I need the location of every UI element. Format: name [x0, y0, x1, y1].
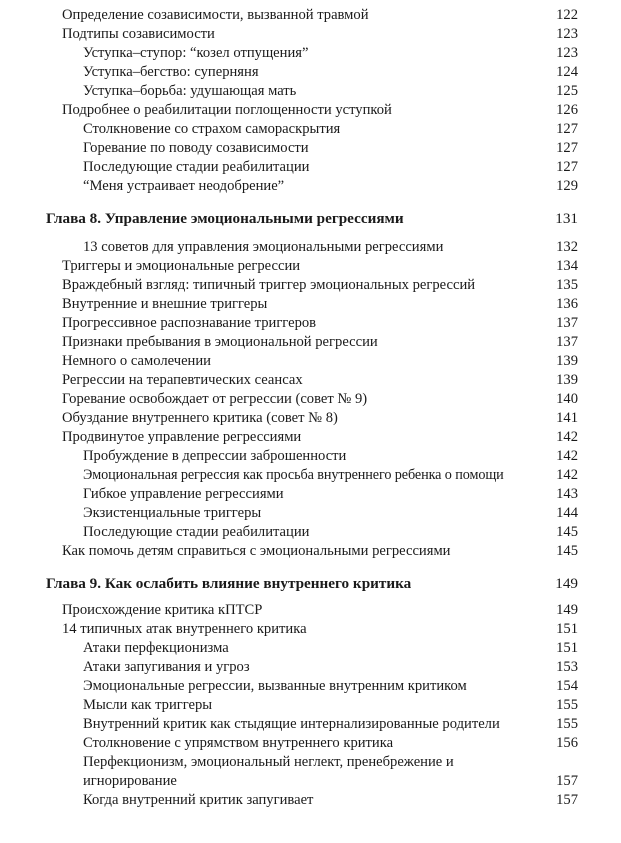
toc-entry-page: 137: [556, 315, 578, 331]
chapter-title: Глава 9. Как ослабить влияние внутреннего критика: [46, 575, 412, 592]
toc-entry-page: 135: [556, 277, 578, 293]
toc-entry-title: Внутренний критик как стыдящие интернализированные родители: [83, 716, 500, 732]
toc-entry-page: 127: [556, 121, 578, 137]
toc-entry-page: 143: [556, 486, 578, 502]
toc-entry-page: 157: [556, 773, 578, 789]
toc-entry-page: 154: [556, 678, 578, 694]
chapter-page: 149: [555, 575, 578, 592]
toc-entry-title: Как помочь детям справиться с эмоциональными регрессиями: [62, 543, 451, 559]
toc-entry-title: 13 советов для управления эмоциональными регрессиями: [83, 239, 444, 255]
toc-entry-title: Пробуждение в депрессии заброшенности: [83, 448, 347, 464]
toc-entry: [0, 753, 621, 791]
toc-entry-title: Экзистенциальные триггеры: [83, 505, 262, 521]
toc-entry-title: Эмоциональные регрессии, вызванные внутренним критиком: [83, 678, 467, 694]
toc-entry-title: Гибкое управление регрессиями: [83, 486, 284, 502]
toc-entry-page: 149: [556, 602, 578, 618]
toc-entry-title: Продвинутое управление регрессиями: [62, 429, 302, 445]
toc-entry-title: Враждебный взгляд: типичный триггер эмоциональных регрессий: [62, 277, 476, 293]
toc-entry-page: 157: [556, 792, 578, 808]
toc-entry-page: 155: [556, 716, 578, 732]
toc-entry-page: 142: [556, 467, 578, 483]
toc-entry-page: 134: [556, 258, 578, 274]
toc-entry-title: Внутренние и внешние триггеры: [62, 296, 268, 312]
toc-entry-title: “Меня устраивает неодобрение”: [83, 178, 285, 194]
toc-entry-title: Признаки пребывания в эмоциональной регрессии: [62, 334, 378, 350]
toc-entry-page: 125: [556, 83, 578, 99]
toc-entry-title: Столкновение с упрямством внутреннего критика: [83, 735, 394, 751]
toc-entry-title: Уступка–бегство: суперняня: [83, 64, 259, 80]
toc-entry-page: 139: [556, 353, 578, 369]
toc-entry-title: Атаки запугивания и угроз: [83, 659, 250, 675]
toc-entry-title: Столкновение со страхом самораскрытия: [83, 121, 341, 137]
toc-entry-page: 129: [556, 178, 578, 194]
toc-entry-page: 144: [556, 505, 578, 521]
toc-entry-title: Происхождение критика кПТСР: [62, 602, 263, 618]
toc-entry-title: Перфекционизм, эмоциональный неглект, пренебрежение и игнорирование: [83, 754, 454, 789]
toc-entry-page: 156: [556, 735, 578, 751]
toc-entry-page: 145: [556, 524, 578, 540]
toc-entry-title: Регрессии на терапевтических сеансах: [62, 372, 303, 388]
toc-entry-page: 139: [556, 372, 578, 388]
toc-entry-title: Триггеры и эмоциональные регрессии: [62, 258, 301, 274]
toc-entry-page: 122: [556, 7, 578, 23]
toc-entry-page: 142: [556, 429, 578, 445]
toc-entry-page: 140: [556, 391, 578, 407]
toc-entry-title: Определение созависимости, вызванной травмой: [62, 7, 369, 23]
toc-entry-page: 126: [556, 102, 578, 118]
toc-entry-title: Подробнее о реабилитации поглощенности уступкой: [62, 102, 392, 118]
toc-entry-page: 127: [556, 140, 578, 156]
toc-entry-page: 151: [556, 640, 578, 656]
toc-entry-title: Последующие стадии реабилитации: [83, 159, 310, 175]
toc-entry-page: 127: [556, 159, 578, 175]
toc-entry-title: Последующие стадии реабилитации: [83, 524, 310, 540]
toc-entry-title: Прогрессивное распознавание триггеров: [62, 315, 317, 331]
toc-entry-title: Обуздание внутреннего критика (совет № 8): [62, 410, 338, 426]
toc-entry-page: 136: [556, 296, 578, 312]
toc-entry-title: Уступка–ступор: “козел отпущения”: [83, 45, 309, 61]
toc-entry-page: 132: [556, 239, 578, 255]
toc-entry-page: 123: [556, 26, 578, 42]
toc-entry-title: Атаки перфекционизма: [83, 640, 229, 656]
chapter-page: 131: [555, 210, 578, 227]
toc-entry-title: Когда внутренний критик запугивает: [83, 792, 314, 808]
toc-entry-title: Уступка–борьба: удушающая мать: [83, 83, 297, 99]
toc-entry-page: 123: [556, 45, 578, 61]
toc-entry-page: 142: [556, 448, 578, 464]
toc-entry-title: Эмоциональная регрессия как просьба внутреннего ребенка о помощи: [83, 467, 504, 483]
toc-entry-page: 124: [556, 64, 578, 80]
toc-entry-title: Горевание по поводу созависимости: [83, 140, 309, 156]
toc-entry-title: Подтипы созависимости: [62, 26, 215, 42]
toc-entry-page: 151: [556, 621, 578, 637]
toc-entry-page: 153: [556, 659, 578, 675]
toc-entry-title: Мысли как триггеры: [83, 697, 213, 713]
toc-entry-page: 145: [556, 543, 578, 559]
toc-entry-page: 137: [556, 334, 578, 350]
toc-entry-title: Горевание освобождает от регрессии (совет № 9): [62, 391, 368, 407]
toc-entry-title: Немного о самолечении: [62, 353, 211, 369]
toc-entry-title: 14 типичных атак внутреннего критика: [62, 621, 307, 637]
toc-entry-page: 141: [556, 410, 578, 426]
toc-entry-page: 155: [556, 697, 578, 713]
chapter-title: Глава 8. Управление эмоциональными регрессиями: [46, 210, 404, 227]
